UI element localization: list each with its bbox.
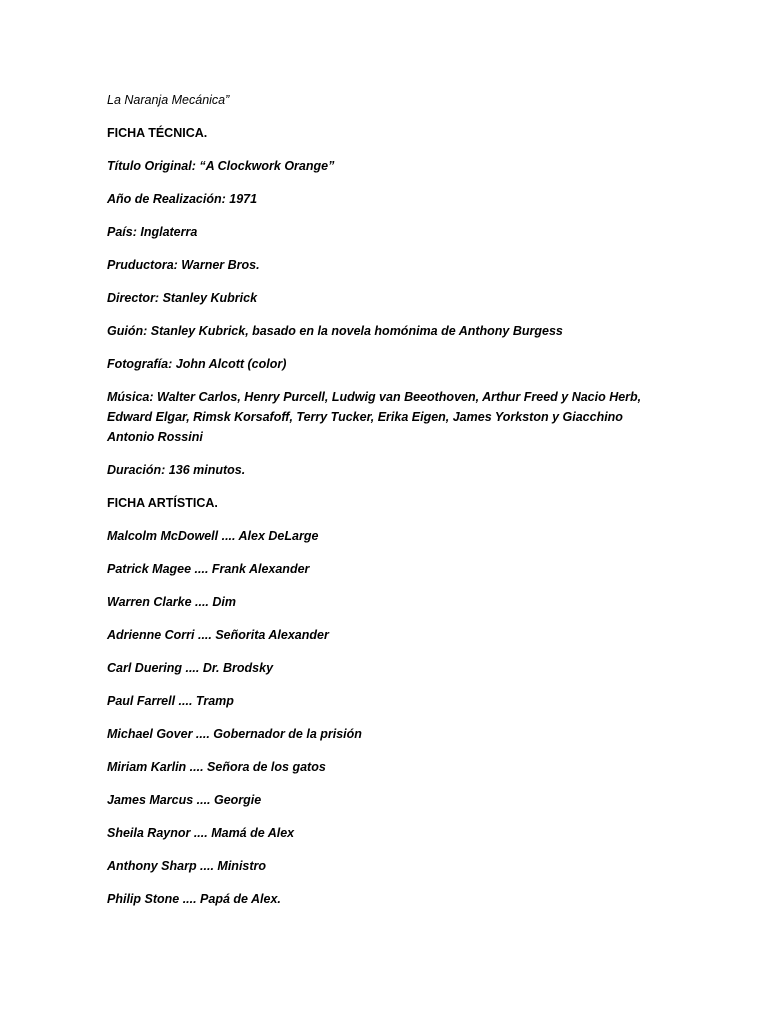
cast-line: Michael Gover .... Gobernador de la prisión <box>107 727 362 741</box>
ficha-tecnica-heading: FICHA TÉCNICA. <box>107 126 208 140</box>
guion-line: Guión: Stanley Kubrick, basado en la novela homónima de Anthony Burgess <box>107 324 563 338</box>
musica-line: Música: Walter Carlos, Henry Purcell, Ludwig van Beeothoven, Arthur Freed y Nacio Herb, Edward Elgar, Rimsk Korsafoff, Terry Tucker, Erika Eigen, James Yorkston y Giacchino Antonio Rossini <box>107 390 642 444</box>
cast-line: Paul Farrell .... Tramp <box>107 694 234 708</box>
cast-line: Sheila Raynor .... Mamá de Alex <box>107 826 295 840</box>
cast-line: Adrienne Corri .... Señorita Alexander <box>107 628 329 642</box>
cast-line: Warren Clarke .... Dim <box>107 595 236 609</box>
fotografia-line: Fotografía: John Alcott (color) <box>107 357 287 371</box>
cast-line: Miriam Karlin .... Señora de los gatos <box>107 760 326 774</box>
pais-line: País: Inglaterra <box>107 225 198 239</box>
cast-line: James Marcus .... Georgie <box>107 793 262 807</box>
cast-line: Malcolm McDowell .... Alex DeLarge <box>107 529 319 543</box>
productora-line: Pruductora: Warner Bros. <box>107 258 260 272</box>
director-line: Director: Stanley Kubrick <box>107 291 258 305</box>
cast-line: Anthony Sharp .... Ministro <box>107 859 267 873</box>
ficha-artistica-heading: FICHA ARTÍSTICA. <box>107 496 218 510</box>
document-title: La Naranja Mecánica” <box>107 93 230 107</box>
titulo-original-line: Título Original: “A Clockwork Orange” <box>107 159 335 173</box>
cast-line: Philip Stone .... Papá de Alex. <box>107 892 281 906</box>
document-page <box>107 90 667 922</box>
anio-realizacion-line: Año de Realización: 1971 <box>107 192 258 206</box>
cast-line: Carl Duering .... Dr. Brodsky <box>107 661 274 675</box>
duracion-line: Duración: 136 minutos. <box>107 463 246 477</box>
cast-line: Patrick Magee .... Frank Alexander <box>107 562 310 576</box>
